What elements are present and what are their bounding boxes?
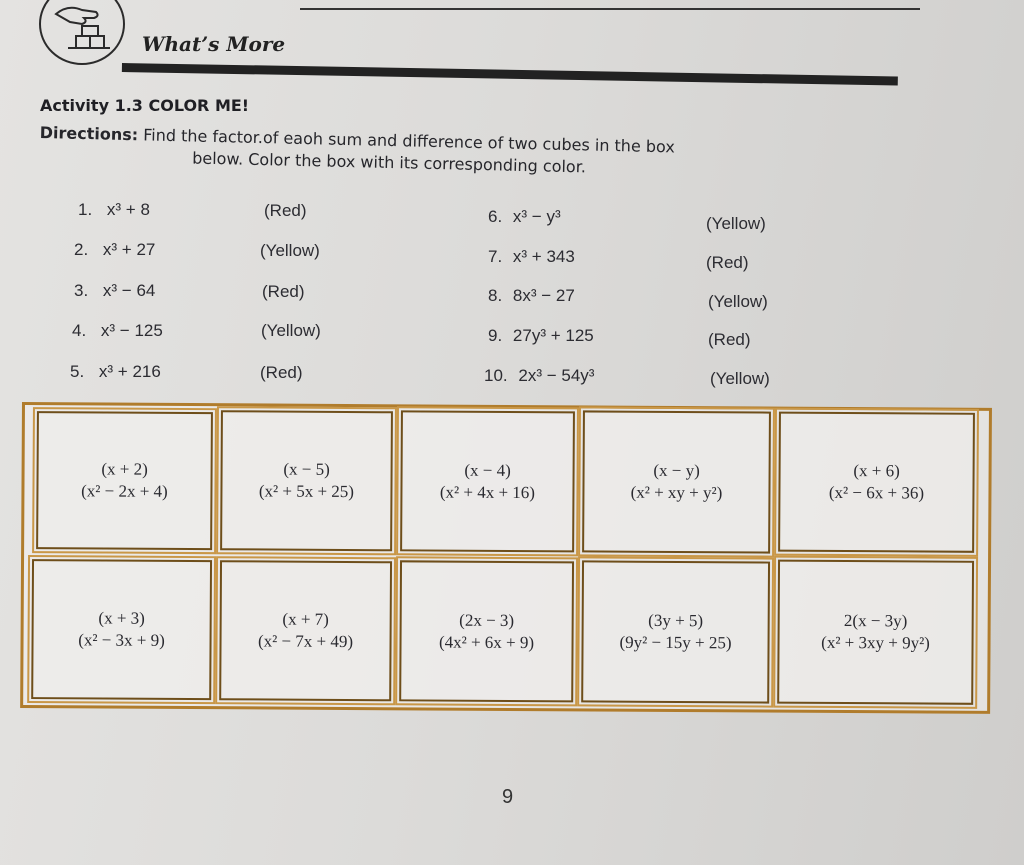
problem-expression: x³ + 8 (106, 200, 150, 219)
answer-factor: (x + 7) (282, 609, 329, 629)
problem-item (78, 200, 150, 220)
problem-color: (Red) (260, 363, 303, 382)
answer-box[interactable] (581, 560, 770, 703)
problem-expression: x³ + 343 (512, 247, 575, 266)
problem-number: 4. (72, 321, 87, 340)
problem-number: 6. (488, 207, 503, 226)
answer-box[interactable] (777, 560, 974, 705)
problem-expression: x³ − 125 (100, 321, 163, 340)
problem-item (74, 240, 155, 260)
answer-quadratic: (x² + 3xy + 9y²) (821, 632, 930, 653)
problem-expression: 2x³ − 54y³ (518, 366, 595, 385)
directions-text-line1: Find the factor.of eaoh sum and difference of two cubes in the box (143, 125, 676, 157)
problem-number: 5. (70, 362, 85, 381)
problem-item (70, 362, 161, 382)
problem-color: (Red) (706, 253, 749, 272)
problem-color: (Red) (262, 282, 305, 301)
problem-color: (Yellow) (261, 321, 321, 340)
problem-item (488, 326, 594, 346)
directions-label: Directions: (39, 122, 139, 145)
answer-factor: (2x − 3) (459, 610, 515, 630)
answer-quadratic: (x² − 6x + 36) (828, 482, 925, 503)
section-title: What’s More (142, 32, 286, 56)
answer-quadratic: (x² + xy + y²) (630, 482, 723, 503)
problem-number: 10. (484, 366, 508, 385)
answer-factor: (x + 3) (98, 608, 145, 628)
problem-color: (Red) (708, 330, 751, 349)
problem-expression: x³ + 216 (98, 362, 161, 381)
answer-quadratic: (x² − 2x + 4) (81, 481, 168, 501)
problem-color: (Yellow) (708, 292, 768, 311)
answer-factor: (x − 5) (283, 459, 330, 479)
problem-item (488, 207, 561, 227)
answer-box[interactable] (219, 560, 392, 701)
answer-box[interactable] (778, 412, 975, 553)
problem-expression: x³ − y³ (512, 207, 561, 226)
problem-expression: x³ − 64 (102, 281, 156, 300)
answer-grid (20, 402, 992, 714)
problem-number: 8. (488, 286, 503, 305)
answer-quadratic: (4x² + 6x + 9) (438, 632, 535, 652)
problem-expression: x³ + 27 (102, 240, 156, 259)
problem-color: (Yellow) (710, 369, 770, 388)
answer-factor: (x + 2) (101, 459, 148, 479)
answer-factor: (x − 4) (464, 460, 511, 480)
problem-color: (Yellow) (260, 241, 320, 260)
answer-box[interactable] (582, 410, 771, 553)
answer-box[interactable] (399, 560, 574, 702)
problem-item (484, 366, 594, 386)
problem-number: 7. (488, 247, 503, 266)
problem-list (0, 0, 1024, 400)
problem-item (72, 321, 163, 341)
page-number: 9 (502, 786, 514, 808)
problem-item (488, 286, 575, 306)
problem-item (488, 247, 575, 267)
answer-quadratic: (9y² − 15y + 25) (619, 632, 732, 653)
answer-factor: (x + 6) (853, 461, 900, 481)
problem-color: (Yellow) (706, 214, 766, 233)
problem-color: (Red) (264, 201, 307, 220)
answer-quadratic: (x² + 5x + 25) (258, 481, 355, 502)
problem-number: 3. (74, 281, 89, 300)
answer-quadratic: (x² + 4x + 16) (439, 482, 536, 502)
answer-quadratic: (x² − 7x + 49) (257, 631, 354, 652)
answer-box[interactable] (400, 410, 575, 552)
answer-box[interactable] (36, 411, 213, 550)
problem-expression: 8x³ − 27 (512, 286, 575, 305)
answer-factor: (x − y) (653, 460, 700, 481)
activity-title: Activity 1.3 COLOR ME! (40, 96, 250, 115)
answer-factor: 2(x − 3y) (843, 611, 908, 631)
directions-text-line2: below. Color the box with its corresponding color. (192, 148, 587, 177)
problem-number: 2. (74, 240, 89, 259)
answer-box[interactable] (220, 410, 393, 551)
problem-expression: 27y³ + 125 (512, 326, 594, 345)
answer-quadratic: (x² − 3x + 9) (78, 630, 165, 650)
problem-number: 9. (488, 326, 503, 345)
problem-number: 1. (78, 200, 93, 219)
answer-factor: (3y + 5) (648, 610, 704, 631)
problem-item (74, 281, 155, 301)
answer-box[interactable] (31, 559, 212, 700)
